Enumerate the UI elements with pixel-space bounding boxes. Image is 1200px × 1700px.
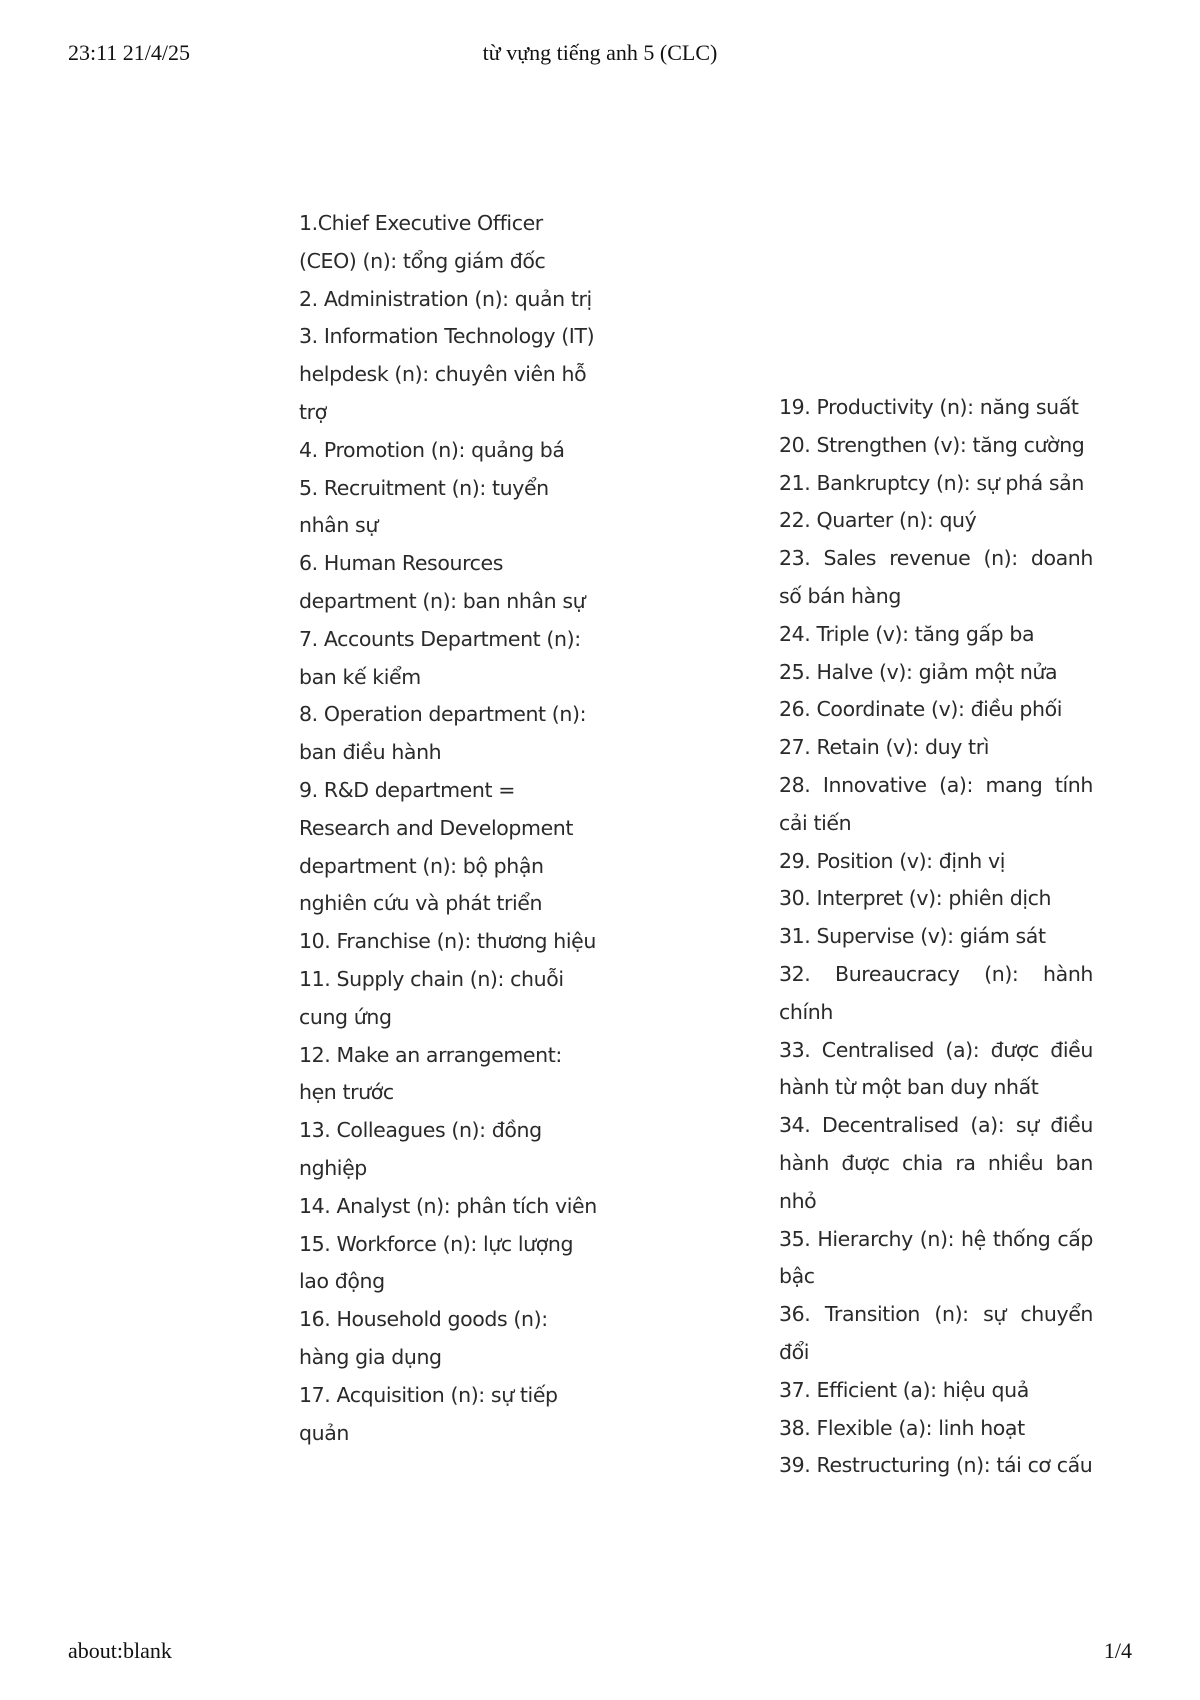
vocab-entry: 6. Human Resources department (n): ban nhân sự [299, 551, 586, 613]
vocab-entry: 28. Innovative (a): mang tính cải tiến [779, 772, 1093, 835]
vocab-entry: 19. Productivity (n): năng suất [779, 395, 1079, 419]
vocabulary-column-left [299, 205, 599, 1452]
vocab-entry: 20. Strengthen (v): tăng cường [779, 432, 1085, 457]
vocab-entry: 39. Restructuring (n): tái cơ cấu [779, 1453, 1093, 1478]
vocab-entry: 32. Bureaucracy (n): hành chính [779, 961, 1093, 1024]
vocab-entry: 26. Coordinate (v): điều phối [779, 697, 1063, 722]
vocab-entry: 10. Franchise (n): thương hiệu [299, 929, 596, 954]
vocab-entry: 35. Hierarchy (n): hệ thống cấp bậc [779, 1226, 1093, 1289]
vocab-entry: 30. Interpret (v): phiên dịch [779, 886, 1052, 911]
print-header [0, 40, 1200, 70]
vocab-entry: 21. Bankruptcy (n): sự phá sản [779, 470, 1084, 495]
vocab-entry: 15. Workforce (n): lực lượng lao động [299, 1231, 574, 1294]
page-number: 1/4 [1103, 1638, 1132, 1663]
vocab-entry: 14. Analyst (n): phân tích viên [299, 1193, 597, 1218]
vocabulary-column-right [779, 389, 1093, 1485]
vocab-entry: 1.Chief Executive Officer (CEO) (n): tổng giám đốc [299, 211, 546, 273]
print-datetime: 23:11 21/4/25 [68, 40, 191, 65]
vocab-entry: 8. Operation department (n): ban điều hành [299, 702, 587, 765]
vocab-entry: 31. Supervise (v): giám sát [779, 924, 1046, 949]
vocab-entry: 7. Accounts Department (n): ban kế kiểm [299, 626, 581, 689]
vocab-entry: 12. Make an arrangement: hẹn trước [299, 1042, 562, 1105]
vocab-entry: 36. Transition (n): sự chuyển đổi [779, 1302, 1093, 1364]
vocab-entry: 17. Acquisition (n): sự tiếp quản [299, 1382, 558, 1445]
vocab-entry: 22. Quarter (n): quý [779, 508, 977, 533]
vocab-entry: 24. Triple (v): tăng gấp ba [779, 621, 1035, 646]
vocab-entry: 16. Household goods (n): hàng gia dụng [299, 1307, 548, 1369]
vocab-entry: 37. Efficient (a): hiệu quả [779, 1377, 1029, 1402]
vocab-entry: 38. Flexible (a): linh hoạt [779, 1415, 1025, 1440]
vocab-entry: 25. Halve (v): giảm một nửa [779, 659, 1058, 684]
print-footer [0, 1638, 1200, 1668]
vocab-entry: 2. Administration (n): quản trị [299, 286, 592, 311]
vocab-entry: 29. Position (v): định vị [779, 848, 1006, 873]
vocab-entry: 3. Information Technology (IT) helpdesk (n): chuyên viên hỗ trợ [299, 324, 595, 424]
vocab-entry: 34. Decentralised (a): sự điều hành được chia ra nhiều ban nhỏ [779, 1113, 1093, 1213]
vocab-entry: 4. Promotion (n): quảng bá [299, 437, 565, 462]
vocab-entry: 9. R&D department = Research and Development department (n): bộ phận nghiên cứu và phát triển [299, 777, 574, 916]
vocab-entry: 13. Colleagues (n): đồng nghiệp [299, 1118, 542, 1180]
vocab-entry: 5. Recruitment (n): tuyển nhân sự [299, 475, 549, 538]
vocab-entry: 27. Retain (v): duy trì [779, 735, 990, 760]
page-url: about:blank [68, 1638, 172, 1663]
vocab-entry: 11. Supply chain (n): chuỗi cung ứng [299, 966, 564, 1029]
vocab-entry: 23. Sales revenue (n): doanh số bán hàng [779, 546, 1093, 608]
vocab-entry: 33. Centralised (a): được điều hành từ một ban duy nhất [779, 1037, 1093, 1100]
document-title: từ vựng tiếng anh 5 (CLC) [482, 40, 718, 65]
